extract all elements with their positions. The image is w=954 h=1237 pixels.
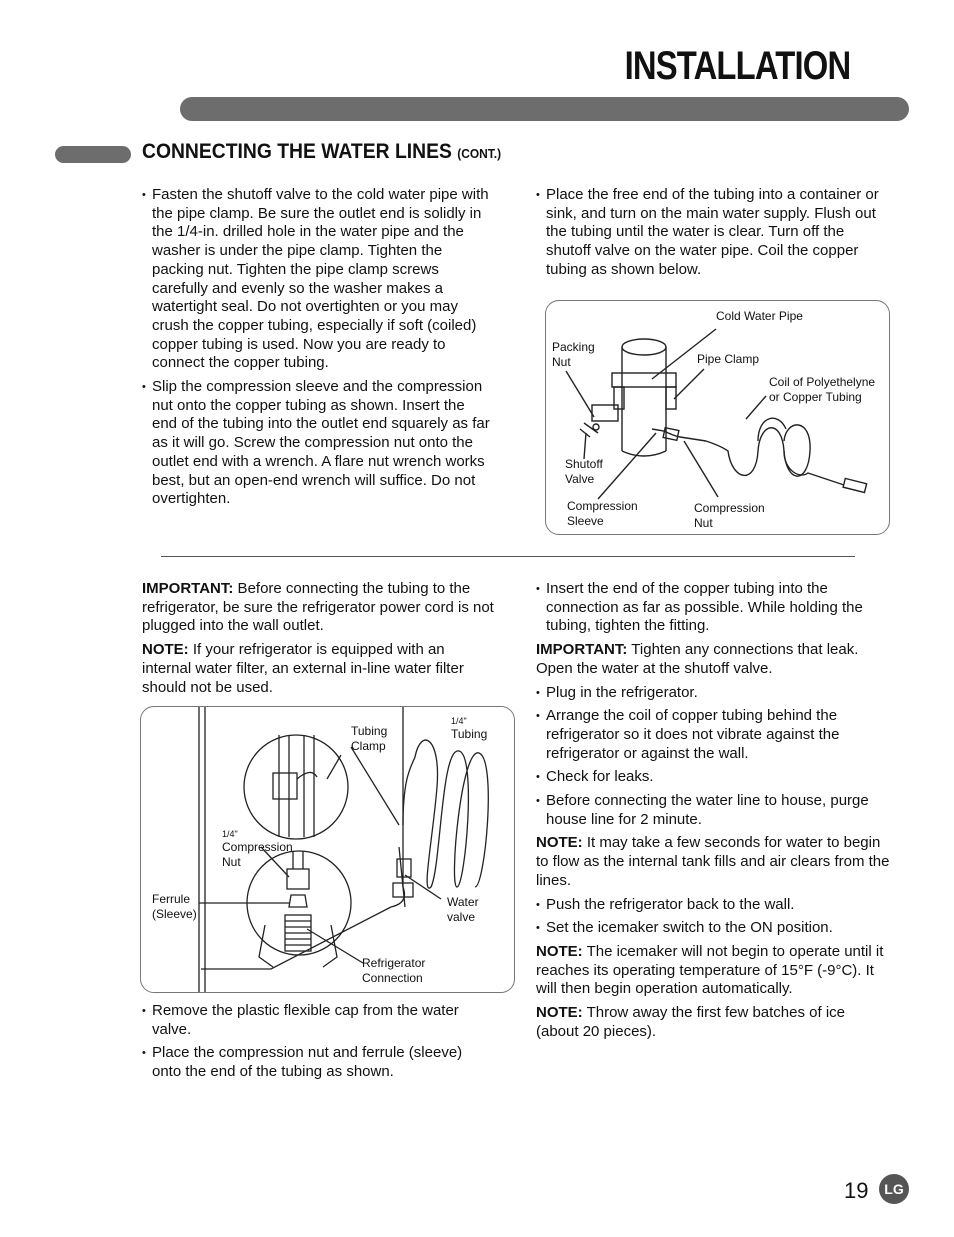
- label-coil: Coil of Polyethelyne: [769, 375, 876, 389]
- top-left-column: [142, 186, 492, 514]
- label-shutoff-valve-2: Valve: [565, 472, 595, 486]
- note-text: Throw away the first few batches of ice (about 20 pieces).: [536, 1004, 846, 1040]
- label-compression-nut-2: Nut: [222, 855, 241, 869]
- note-text: It may take a few seconds for water to begin to flow as the internal tank fills and air clears from the lines.: [536, 834, 890, 889]
- water-valve-diagram: [140, 706, 515, 993]
- note-label: NOTE:: [536, 834, 583, 852]
- section-divider: [161, 556, 855, 557]
- label-ferrule: Ferrule: [152, 892, 191, 906]
- label-compression-nut: Compression: [694, 501, 765, 515]
- instruction-bullet: • Check for leaks.: [536, 768, 891, 787]
- label-tubing-clamp: Tubing: [351, 724, 388, 738]
- label-quarter-inch-tubing: Tubing: [451, 727, 488, 741]
- lg-logo-icon: LG: [879, 1174, 909, 1204]
- instruction-bullet: • Set the icemaker switch to the ON position.: [536, 919, 891, 938]
- label-compression-sleeve: Compression: [567, 499, 638, 513]
- instruction-bullet: • Slip the compression sleeve and the compression nut onto the copper tubing as shown. Insert the end of the tubing into the outlet end squarely as far as it will go. Screw the compression nut onto the outlet end with a wrench. A flare nut wrench works best, but an open-end wrench will suffice. Do not overtighten.: [142, 378, 492, 509]
- bottom-left-bullets: [142, 1002, 492, 1087]
- label-refrigerator-connection-2: Connection: [362, 971, 423, 985]
- label-tubing-clamp-2: Clamp: [351, 739, 386, 753]
- instruction-bullet: • Arrange the coil of copper tubing behind the refrigerator so it does not vibrate against the refrigerator or against the wall.: [536, 707, 891, 763]
- page-number: 19: [844, 1178, 869, 1203]
- shutoff-valve-diagram: [545, 300, 890, 535]
- label-compression-nut: Compression: [222, 840, 293, 854]
- important-paragraph: [142, 580, 497, 636]
- instruction-bullet: • Place the free end of the tubing into a container or sink, and turn on the main water supply. Flush out the tubing until the water is clear. Turn off the shutoff valve on the water pipe. Coil the copper tubing as shown below.: [536, 186, 891, 280]
- top-right-column: [536, 186, 891, 285]
- section-title: [142, 140, 501, 164]
- label-coil-2: or Copper Tubing: [769, 390, 862, 404]
- bottom-right-column: [536, 580, 891, 1046]
- section-title-cont: (CONT.): [457, 146, 502, 161]
- note-text: The icemaker will not begin to operate until it reaches its operating temperature of 15°F (-9°C). It will then begin operation automatically.: [536, 942, 884, 998]
- label-water-valve: Water: [447, 895, 479, 909]
- note-label: NOTE:: [142, 641, 189, 659]
- label-compression-nut-2: Nut: [694, 516, 713, 530]
- instruction-bullet: • Insert the end of the copper tubing into the connection as far as possible. While holding the tubing, tighten the fitting.: [536, 580, 891, 636]
- bottom-left-column: [142, 580, 497, 702]
- note-paragraph: [536, 1004, 891, 1041]
- note-text: If your refrigerator is equipped with an internal water filter, an external in-line water filter should not be used.: [142, 641, 464, 696]
- note-label: NOTE:: [536, 942, 583, 960]
- important-text: Tighten any connections that leak. Open the water at the shutoff valve.: [536, 641, 859, 677]
- instruction-bullet: • Before connecting the water line to house, purge house line for 2 minute.: [536, 792, 891, 829]
- instruction-bullet: • Fasten the shutoff valve to the cold water pipe with the pipe clamp. Be sure the outlet end is solidly in the 1/4-in. drilled hole in the water pipe and the washer is under the pipe clamp. Tighten the packing nut. Tighten the pipe clamp screws carefully and evenly so the washer makes a watertight seal. Do not overtighten or you may crush the copper tubing, especially if soft (coiled) copper tubing is used. Now you are ready to connect the copper tubing.: [142, 186, 492, 373]
- important-paragraph: [536, 641, 891, 678]
- page-header-title: INSTALLATION: [624, 44, 850, 88]
- label-packing-nut-2: Nut: [552, 355, 571, 369]
- important-label: IMPORTANT:: [536, 641, 628, 659]
- important-text: Before connecting the tubing to the refrigerator, be sure the refrigerator power cord is not plugged into the wall outlet.: [142, 580, 494, 635]
- section-pill: [55, 146, 131, 163]
- header-bar: [180, 97, 909, 121]
- important-label: IMPORTANT:: [142, 580, 234, 597]
- label-cold-water-pipe: Cold Water Pipe: [716, 309, 803, 323]
- label-refrigerator-connection: Refrigerator: [362, 956, 426, 970]
- label-shutoff-valve: Shutoff: [565, 457, 603, 471]
- instruction-bullet: • Remove the plastic flexible cap from the water valve.: [142, 1002, 492, 1039]
- note-label: NOTE:: [536, 1004, 583, 1022]
- label-quarter-inch-tubing-size: 1/4": [451, 716, 467, 726]
- instruction-bullet: • Plug in the refrigerator.: [536, 684, 891, 703]
- label-packing-nut: Packing: [552, 340, 595, 354]
- note-paragraph: [536, 834, 891, 890]
- label-ferrule-2: (Sleeve): [152, 907, 197, 921]
- instruction-bullet: • Place the compression nut and ferrule (sleeve) onto the end of the tubing as shown.: [142, 1044, 492, 1081]
- label-compression-sleeve-2: Sleeve: [567, 514, 604, 528]
- label-pipe-clamp: Pipe Clamp: [697, 352, 760, 366]
- section-title-text: CONNECTING THE WATER LINES: [142, 140, 452, 163]
- label-compression-nut-size: 1/4": [222, 829, 238, 839]
- water-valve-illustration: [141, 707, 514, 992]
- label-water-valve-2: valve: [447, 910, 476, 924]
- instruction-bullet: • Push the refrigerator back to the wall.: [536, 896, 891, 915]
- note-paragraph: [142, 641, 497, 697]
- note-paragraph: [536, 943, 891, 999]
